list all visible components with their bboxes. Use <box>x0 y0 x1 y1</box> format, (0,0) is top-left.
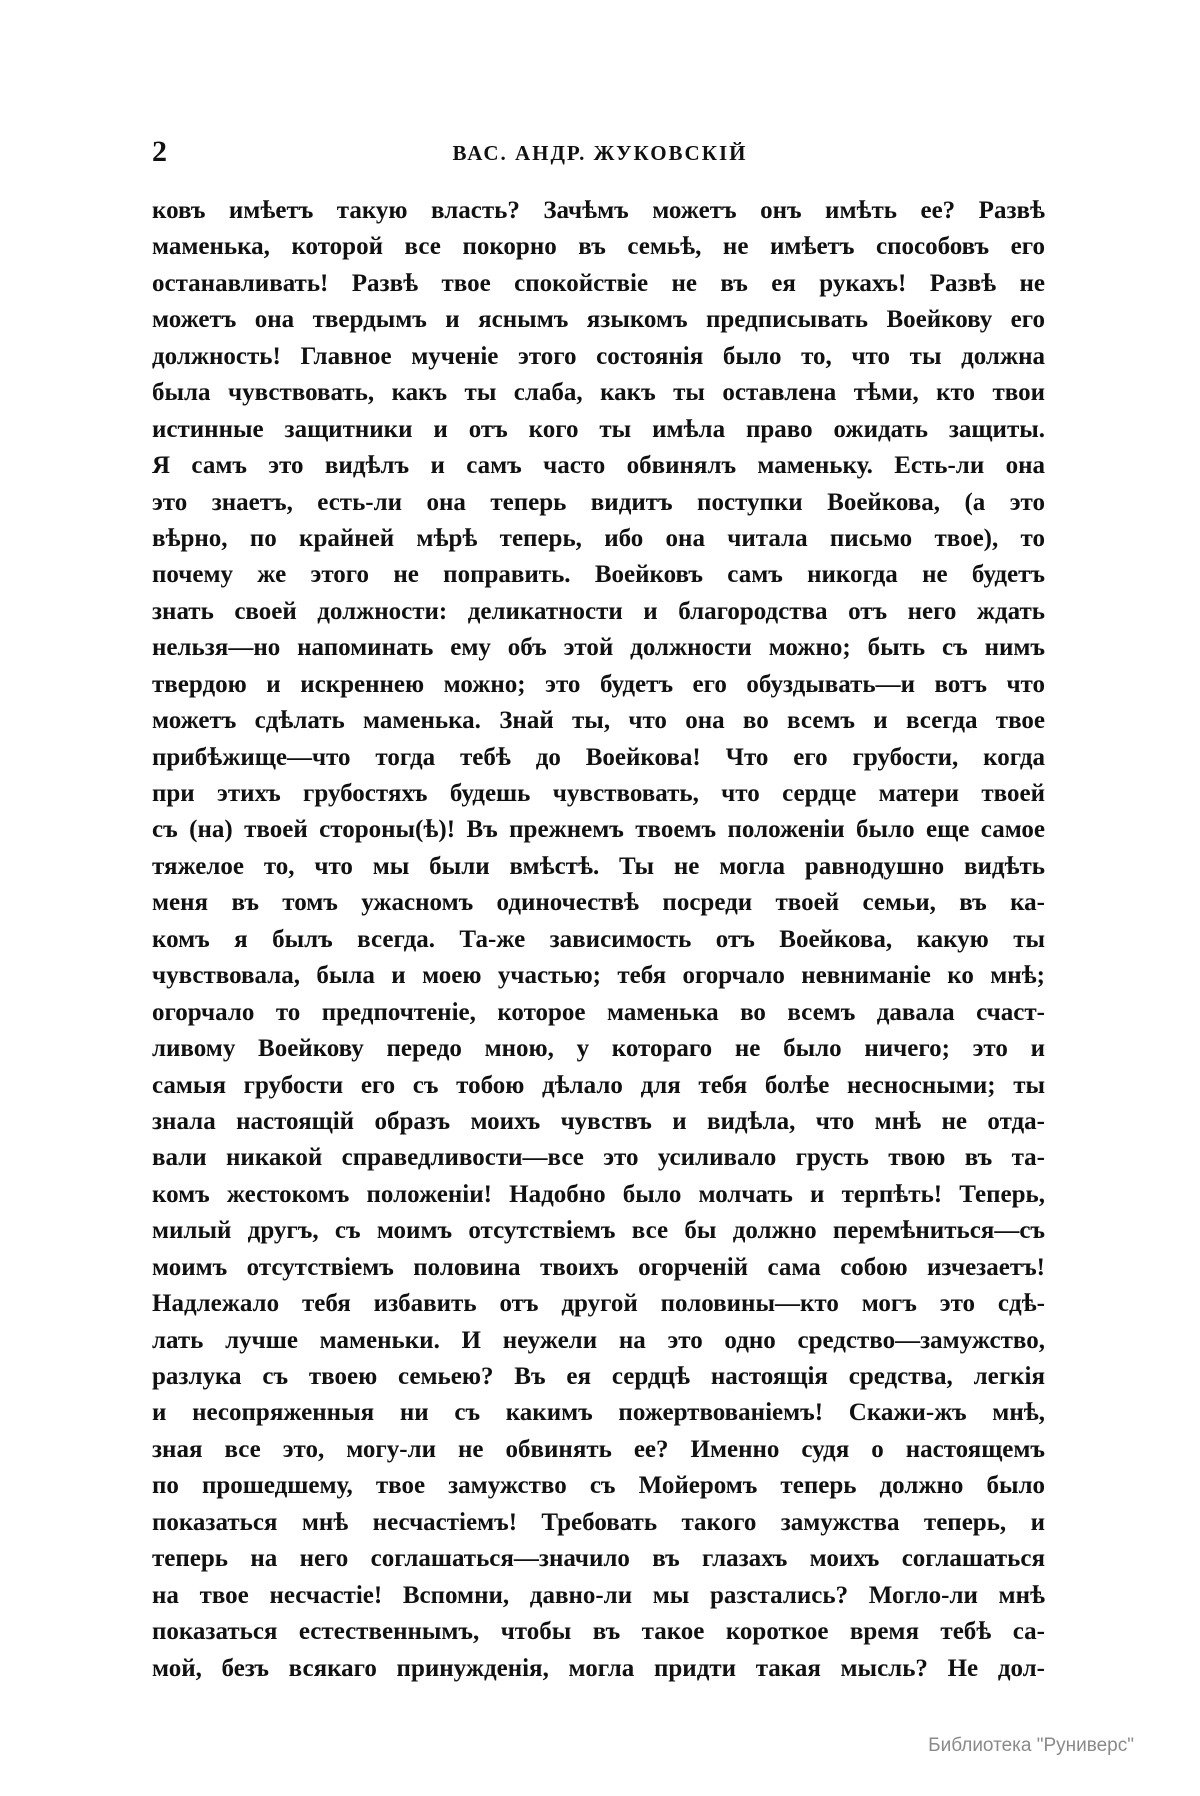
text-line: прибѣжище—что тогда тебѣ до Воейкова! Что его грубости, когда <box>152 743 1045 771</box>
text-line: меня въ томъ ужасномъ одиночествѣ посреди твоей семьи, въ ка- <box>152 889 1045 917</box>
text-line: нельзя—но напоминать ему объ этой должности можно; быть съ нимъ <box>152 634 1045 662</box>
text-line: разлука съ твоею семьею? Въ ея сердцѣ настоящія средства, легкія <box>152 1363 1045 1390</box>
text-line: комъ жестокомъ положеніи! Надобно было молчать и терпѣть! Теперь, <box>152 1180 1045 1208</box>
text-line: знала настоящій образъ моихъ чувствъ и видѣла, что мнѣ не отда- <box>152 1107 1045 1135</box>
running-title: ВАС. АНДР. ЖУКОВСКІЙ <box>452 141 748 165</box>
text-line: вали никакой справедливости—все это усиливало грусть твою въ та- <box>152 1144 1045 1172</box>
text-line: на твое несчастіе! Вспомни, давно-ли мы разстались? Могло-ли мнѣ <box>152 1581 1045 1609</box>
body-text <box>152 193 1045 1687</box>
text-line: мой, безъ всякаго принужденія, могла придти такая мысль? Не дол- <box>152 1654 1045 1682</box>
text-line: ковъ имѣетъ такую власть? Зачѣмъ можетъ онъ имѣть ее? Развѣ <box>152 197 1045 224</box>
text-line: можетъ сдѣлать маменька. Знай ты, что она во всемъ и всегда твое <box>152 707 1045 735</box>
text-line: и несопряженныя ни съ какимъ пожертвованіемъ! Скажи-жъ мнѣ, <box>152 1399 1045 1427</box>
text-line: по прошедшему, твое замужство съ Мойеромъ теперь должно было <box>152 1472 1045 1500</box>
text-line: комъ я былъ всегда. Та-же зависимость отъ Воейкова, какую ты <box>152 925 1045 953</box>
text-line: съ (на) твоей стороны(ѣ)! Въ прежнемъ твоемъ положеніи было еще самое <box>152 816 1045 844</box>
text-line: почему же этого не поправить. Воейковъ самъ никогда не будетъ <box>152 561 1045 589</box>
text-line: должность! Главное мученіе этого состоянія было то, что ты должна <box>152 342 1045 370</box>
text-line: Я самъ это видѣлъ и самъ часто обвинялъ маменьку. Есть-ли она <box>152 452 1045 480</box>
text-line: тяжелое то, что мы были вмѣстѣ. Ты не могла равнодушно видѣть <box>152 852 1045 880</box>
text-line: можетъ она твердымъ и яснымъ языкомъ предписывать Воейкову его <box>152 306 1045 334</box>
text-line: это знаетъ, есть-ли она теперь видитъ поступки Воейкова, (а это <box>152 488 1045 516</box>
text-line: показаться естественнымъ, чтобы въ такое короткое время тебѣ са- <box>152 1618 1045 1646</box>
text-line: теперь на него соглашаться—значило въ глазахъ моихъ соглашаться <box>152 1545 1045 1573</box>
text-line: маменька, которой все покорно въ семьѣ, не имѣетъ способовъ его <box>152 233 1045 261</box>
text-line: вѣрно, по крайней мѣрѣ теперь, ибо она читала письмо твое), то <box>152 524 1045 552</box>
text-line: знать своей должности: деликатности и благородства отъ него ждать <box>152 597 1045 625</box>
text-line: огорчало то предпочтеніе, которое маменька во всемъ давала счаст- <box>152 998 1045 1026</box>
text-line: при этихъ грубостяхъ будешь чувствовать, что сердце матери твоей <box>152 780 1045 807</box>
text-line: самыя грубости его съ тобою дѣлало для тебя болѣе несносными; ты <box>152 1071 1045 1099</box>
text-line: чувствовала, была и моею участью; тебя огорчало невниманіе ко мнѣ; <box>152 962 1045 990</box>
text-line: останавливать! Развѣ твое спокойствіе не въ ея рукахъ! Развѣ не <box>152 269 1045 297</box>
text-line: милый другъ, съ моимъ отсутствіемъ все бы должно перемѣниться—съ <box>152 1217 1045 1245</box>
text-line: твердою и искреннею можно; это будетъ его обуздывать—и вотъ что <box>152 670 1045 698</box>
text-line: ливому Воейкову передо мною, у котораго не было ничего; это и <box>152 1035 1045 1063</box>
page-number: 2 <box>152 135 167 168</box>
text-line: показаться мнѣ несчастіемъ! Требовать такого замужства теперь, и <box>152 1508 1045 1536</box>
library-watermark: Библиотека "Руниверс" <box>928 1735 1134 1756</box>
text-line: истинные защитники и отъ кого ты имѣла право ожидать защиты. <box>152 415 1045 443</box>
text-line: лать лучше маменьки. И неужели на это одно средство—замужство, <box>152 1326 1045 1354</box>
text-line: Надлежало тебя избавить отъ другой половины—кто могъ это сдѣ- <box>152 1290 1045 1318</box>
text-line: была чувствовать, какъ ты слаба, какъ ты оставлена тѣми, кто твои <box>152 379 1045 407</box>
text-line: зная все это, могу-ли не обвинять ее? Именно судя о настоящемъ <box>152 1435 1045 1463</box>
text-line: моимъ отсутствіемъ половина твоихъ огорченій сама собою изчезаетъ! <box>152 1253 1045 1281</box>
